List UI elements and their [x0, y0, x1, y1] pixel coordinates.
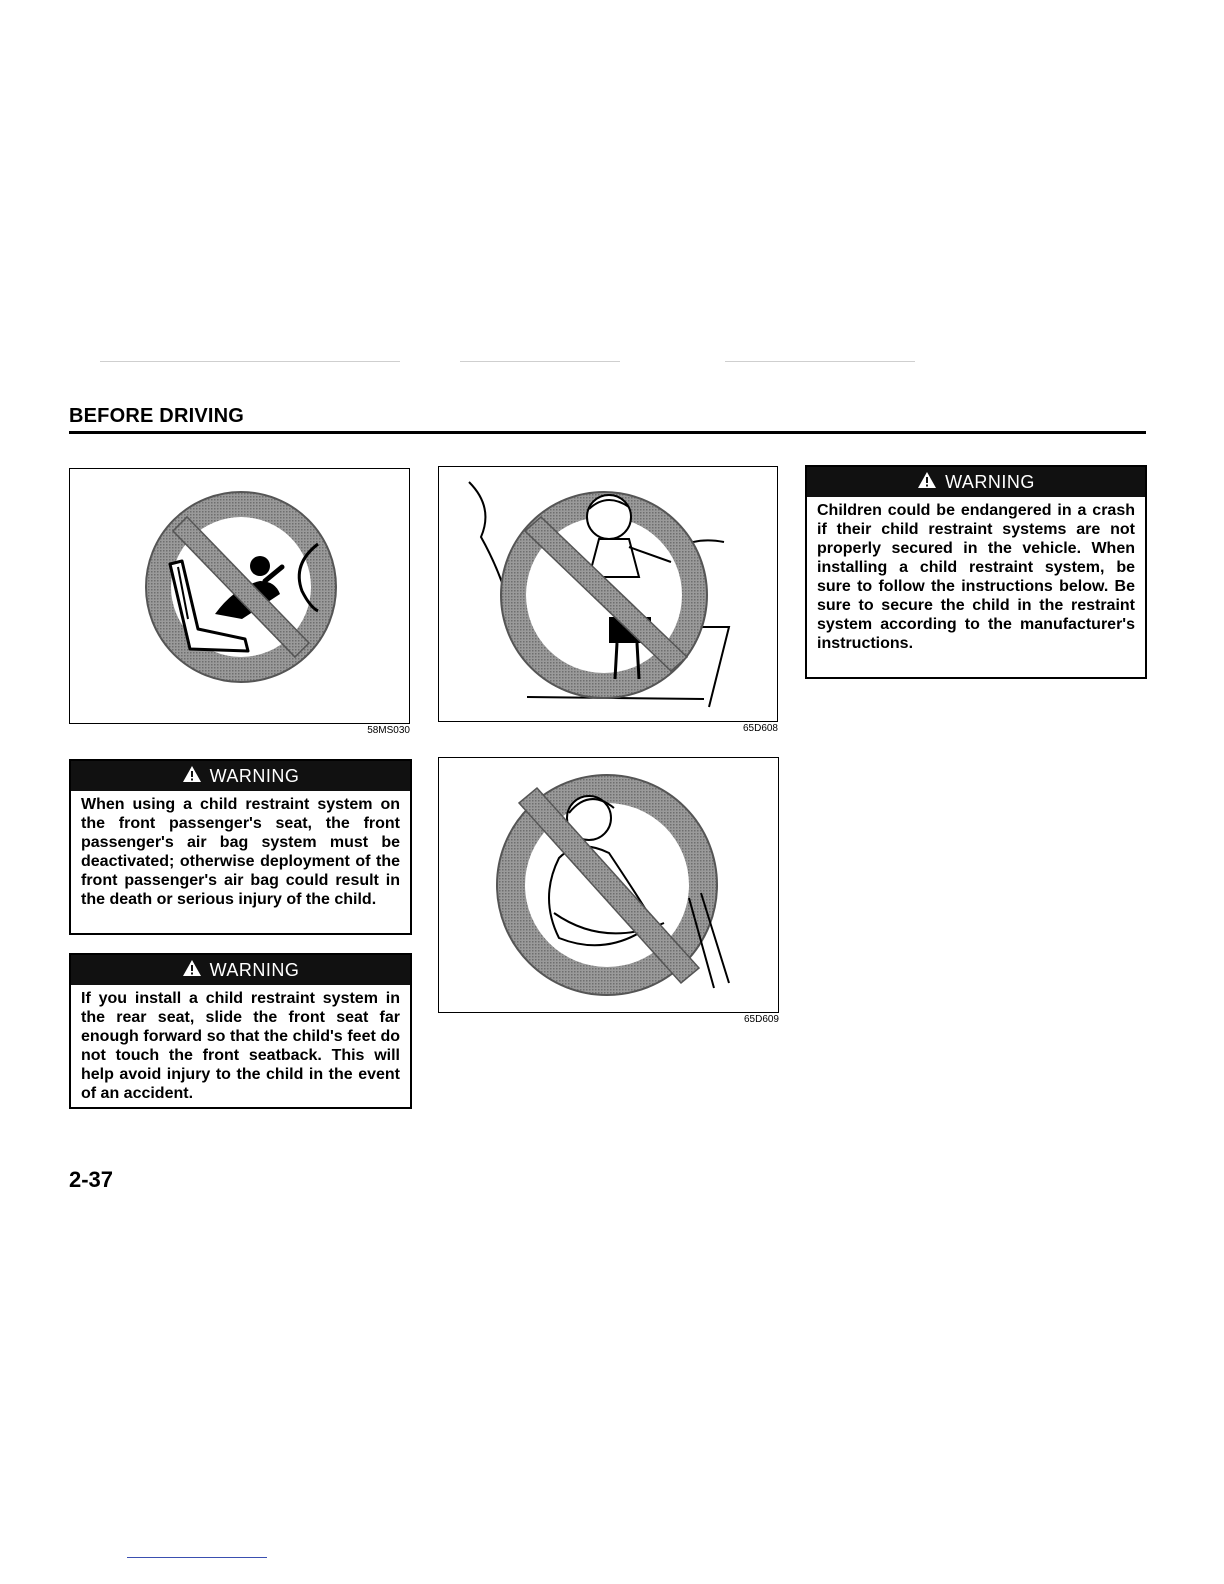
header-rule — [69, 431, 1146, 434]
figure-code: 65D608 — [742, 723, 778, 734]
scan-artifact-line — [725, 361, 915, 362]
scan-artifact-line — [460, 361, 620, 362]
warning-header — [71, 761, 410, 791]
no-child-on-lap-icon — [439, 758, 778, 1012]
warning-text: If you install a child restraint system in the rear seat, slide the front seat far enough forward so that the child's feet do not touch the front seatback. This will help avoid injury to the child in the event of an accident. — [81, 990, 400, 1102]
section-title: BEFORE DRIVING — [69, 405, 245, 427]
warning-box-rear-seat — [69, 953, 412, 1109]
warning-text: When using a child restraint system on the front passenger's seat, the front passenger's air bag system must be deactivated; otherwise deployment of the front passenger's air bag could result in the death or serious injury of the child. — [81, 796, 400, 908]
warning-text: Children could be endangered in a crash if their child restraint systems are not properly secured in the vehicle. When installing a child restraint system, be sure to follow the instructions below. Be sure to secure the child in the restraint system according to the manufacturer's instructions. — [817, 502, 1135, 652]
warning-triangle-icon — [182, 959, 202, 982]
footer-underline — [127, 1557, 267, 1558]
warning-box-secure-restraint — [805, 465, 1147, 679]
page-number: 2-37 — [69, 1167, 114, 1192]
figure-child-on-lap — [438, 757, 779, 1013]
warning-heading: WARNING — [209, 765, 300, 786]
warning-box-front-seat-airbag — [69, 759, 412, 935]
warning-header — [807, 467, 1145, 497]
figure-code: 58MS030 — [367, 725, 410, 736]
warning-heading: WARNING — [945, 471, 1035, 492]
figure-code: 65D609 — [743, 1014, 779, 1025]
warning-header — [71, 955, 410, 985]
scan-artifact-line — [100, 361, 400, 362]
warning-heading: WARNING — [209, 959, 300, 980]
warning-triangle-icon — [182, 765, 202, 788]
warning-triangle-icon — [917, 471, 937, 494]
figure-airbag-child-seat — [69, 468, 410, 724]
figure-child-standing — [438, 466, 778, 722]
no-rear-facing-child-seat-with-airbag-icon — [70, 469, 409, 723]
no-child-standing-on-seat-icon — [439, 467, 777, 721]
